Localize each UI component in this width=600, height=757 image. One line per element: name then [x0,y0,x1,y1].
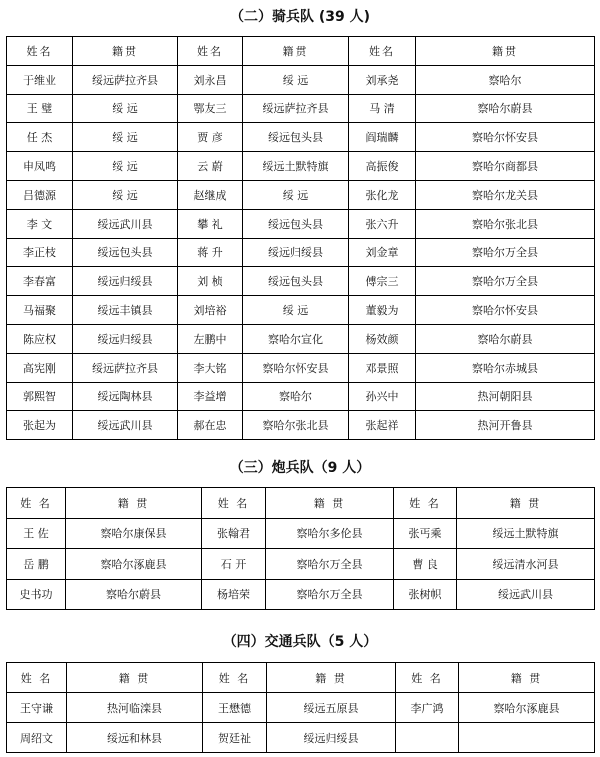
origin-cell: 绥远归绥县 [73,267,178,296]
origin-cell: 绥远归绥县 [73,324,178,353]
table-header-row [7,488,595,519]
table-row [7,180,595,209]
origin-cell: 察哈尔龙关县 [416,180,595,209]
artillery-roster-table [6,487,595,610]
origin-cell: 察哈尔怀安县 [416,123,595,152]
name-cell: 刘金章 [349,238,416,267]
name-cell: 贾 彦 [178,123,243,152]
origin-cell: 察哈尔赤城县 [416,353,595,382]
name-cell: 郭熙智 [7,382,73,411]
origin-cell: 绥远归绥县 [243,238,349,267]
origin-cell: 察哈尔康保县 [66,518,202,549]
name-cell: 王懋德 [203,693,267,723]
name-cell: 刘承尧 [349,65,416,94]
name-cell: 周绍文 [7,723,67,753]
header-origin: 籍 贯 [457,488,595,519]
header-origin: 籍 贯 [66,488,202,519]
origin-cell: 绥 远 [73,94,178,123]
name-cell: 王 佐 [7,518,66,549]
name-cell: 蒋 升 [178,238,243,267]
name-cell: 李大铭 [178,353,243,382]
name-cell: 申凤鸣 [7,152,73,181]
origin-cell: 绥 远 [73,123,178,152]
header-name: 姓名 [178,37,243,66]
origin-cell: 绥 远 [243,180,349,209]
name-cell: 马 清 [349,94,416,123]
header-origin: 籍 贯 [459,663,595,693]
origin-cell: 绥远萨拉齐县 [243,94,349,123]
header-origin: 籍贯 [73,37,178,66]
origin-cell: 绥远土默特旗 [243,152,349,181]
name-cell: 于维业 [7,65,73,94]
header-name: 姓 名 [203,663,267,693]
name-cell: 高振俊 [349,152,416,181]
origin-cell: 绥远清水河县 [457,549,595,580]
origin-cell: 绥远武川县 [73,411,178,440]
header-name: 姓 名 [7,488,66,519]
table-row [7,123,595,152]
signal-roster-table [6,662,595,753]
name-cell: 云 蔚 [178,152,243,181]
origin-cell: 绥远包头县 [73,238,178,267]
name-cell: 邓景照 [349,353,416,382]
table-row [7,238,595,267]
table-row [7,382,595,411]
name-cell: 曹 良 [394,549,457,580]
origin-cell: 察哈尔张北县 [243,411,349,440]
table-row [7,518,595,549]
name-cell: 郝在忠 [178,411,243,440]
table-row [7,353,595,382]
name-cell: 刘培裕 [178,296,243,325]
origin-cell [459,723,595,753]
name-cell: 攀 礼 [178,209,243,238]
header-name: 姓名 [7,37,73,66]
header-name: 姓 名 [394,488,457,519]
origin-cell: 绥 远 [73,152,178,181]
table-row [7,579,595,610]
table-row [7,267,595,296]
header-name: 姓名 [349,37,416,66]
name-cell: 李正枝 [7,238,73,267]
header-origin: 籍 贯 [266,488,394,519]
cavalry-roster-table [6,36,595,440]
origin-cell: 绥远陶林县 [73,382,178,411]
section-title-signal: （四）交通兵队（5 人） [222,634,378,650]
name-cell: 马福聚 [7,296,73,325]
origin-cell: 察哈尔张北县 [416,209,595,238]
origin-cell: 察哈尔蔚县 [416,94,595,123]
origin-cell: 绥 远 [243,296,349,325]
origin-cell: 绥远包头县 [243,267,349,296]
table-row [7,723,595,753]
origin-cell: 察哈尔多伦县 [266,518,394,549]
origin-cell: 察哈尔 [243,382,349,411]
name-cell: 张起祥 [349,411,416,440]
table-row [7,152,595,181]
header-name: 姓 名 [202,488,266,519]
name-cell: 董毅为 [349,296,416,325]
name-cell: 鄂友三 [178,94,243,123]
name-cell: 岳 鹏 [7,549,66,580]
origin-cell: 绥远武川县 [73,209,178,238]
header-name: 姓 名 [396,663,459,693]
origin-cell: 热河临滦县 [67,693,203,723]
section-title-cavalry: （二）骑兵队 (39 人) [229,9,371,25]
header-origin: 籍 贯 [67,663,203,693]
name-cell: 李春富 [7,267,73,296]
name-cell: 张树帜 [394,579,457,610]
origin-cell: 察哈尔万全县 [266,549,394,580]
name-cell: 高宪刚 [7,353,73,382]
name-cell: 王 璧 [7,94,73,123]
origin-cell: 察哈尔万全县 [416,238,595,267]
origin-cell: 绥远五原县 [267,693,396,723]
table-row [7,324,595,353]
table-header-row [7,37,595,66]
origin-cell: 绥 远 [73,180,178,209]
header-origin: 籍贯 [243,37,349,66]
origin-cell: 绥远土默特旗 [457,518,595,549]
origin-cell: 察哈尔蔚县 [66,579,202,610]
name-cell: 刘 桢 [178,267,243,296]
origin-cell: 察哈尔宣化 [243,324,349,353]
name-cell: 张丐乘 [394,518,457,549]
name-cell: 张六升 [349,209,416,238]
name-cell: 史书功 [7,579,66,610]
name-cell: 石 开 [202,549,266,580]
origin-cell: 察哈尔怀安县 [243,353,349,382]
origin-cell: 绥远武川县 [457,579,595,610]
name-cell: 贺廷祉 [203,723,267,753]
origin-cell: 绥远包头县 [243,209,349,238]
name-cell: 李益增 [178,382,243,411]
table-row [7,65,595,94]
section-title-artillery: （三）炮兵队（9 人） [229,460,371,476]
name-cell: 杨效颜 [349,324,416,353]
name-cell: 张翰君 [202,518,266,549]
name-cell: 张化龙 [349,180,416,209]
name-cell: 张起为 [7,411,73,440]
table-row [7,296,595,325]
origin-cell: 绥远归绥县 [267,723,396,753]
header-origin: 籍贯 [416,37,595,66]
origin-cell: 绥 远 [243,65,349,94]
origin-cell: 察哈尔涿鹿县 [459,693,595,723]
origin-cell: 绥远和林县 [67,723,203,753]
table-row [7,209,595,238]
name-cell: 任 杰 [7,123,73,152]
origin-cell: 察哈尔万全县 [266,579,394,610]
header-origin: 籍 贯 [267,663,396,693]
origin-cell: 察哈尔 [416,65,595,94]
table-row [7,94,595,123]
origin-cell: 察哈尔涿鹿县 [66,549,202,580]
origin-cell: 察哈尔商都县 [416,152,595,181]
origin-cell: 热河朝阳县 [416,382,595,411]
name-cell: 阎瑞麟 [349,123,416,152]
origin-cell: 绥远萨拉齐县 [73,353,178,382]
name-cell: 杨培荣 [202,579,266,610]
name-cell [396,723,459,753]
origin-cell: 察哈尔蔚县 [416,324,595,353]
name-cell: 王守谦 [7,693,67,723]
origin-cell: 绥远丰镇县 [73,296,178,325]
table-row [7,411,595,440]
origin-cell: 察哈尔万全县 [416,267,595,296]
name-cell: 李 文 [7,209,73,238]
name-cell: 左鹏中 [178,324,243,353]
table-row [7,693,595,723]
name-cell: 刘永昌 [178,65,243,94]
table-row [7,549,595,580]
name-cell: 孙兴中 [349,382,416,411]
name-cell: 陈应权 [7,324,73,353]
header-name: 姓 名 [7,663,67,693]
origin-cell: 察哈尔怀安县 [416,296,595,325]
name-cell: 傅宗三 [349,267,416,296]
origin-cell: 绥远包头县 [243,123,349,152]
name-cell: 李广鸿 [396,693,459,723]
name-cell: 吕德源 [7,180,73,209]
origin-cell: 绥远萨拉齐县 [73,65,178,94]
table-header-row [7,663,595,693]
origin-cell: 热河开鲁县 [416,411,595,440]
name-cell: 赵继成 [178,180,243,209]
